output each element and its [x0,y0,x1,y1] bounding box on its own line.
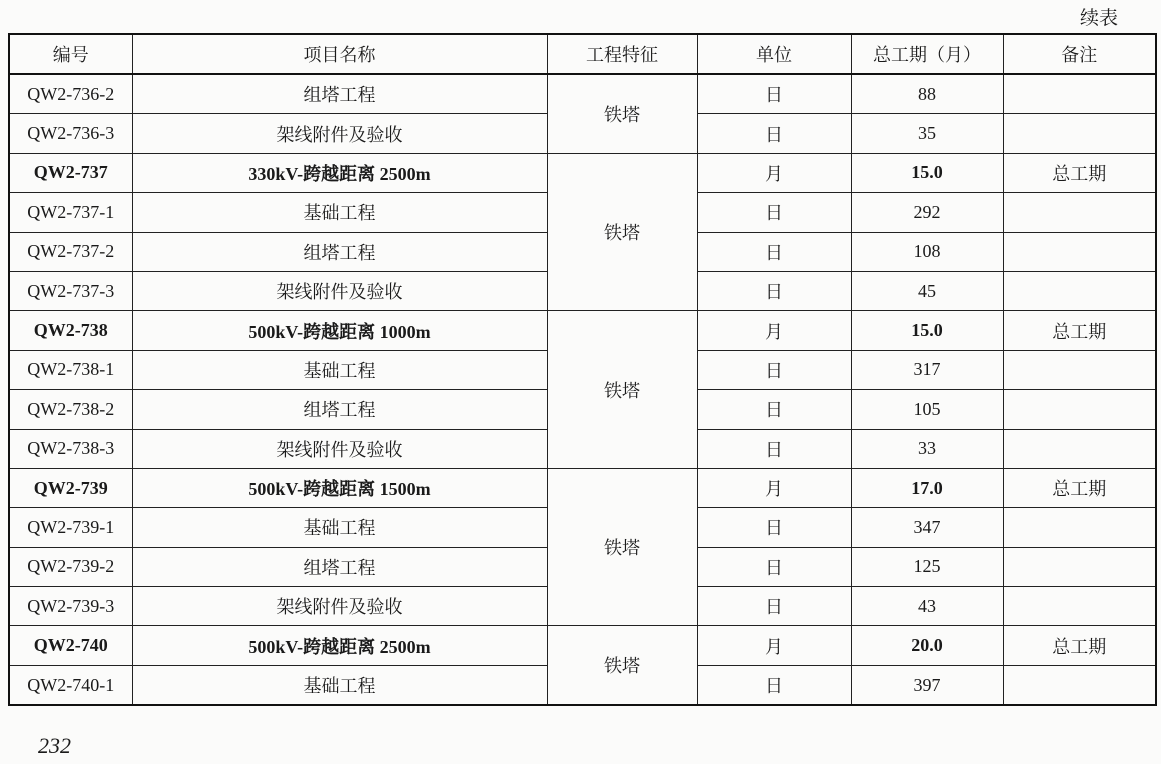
page-number: 232 [38,733,71,758]
table-header-row [9,34,1156,74]
row-name: 基础工程 [132,665,547,705]
row-unit: 月 [697,311,851,350]
row-unit: 日 [697,232,851,271]
row-unit: 日 [697,114,851,153]
row-period: 108 [851,232,1003,271]
row-code: QW2-737-2 [9,232,132,271]
row-period: 20.0 [851,626,1003,665]
row-code: QW2-737 [9,153,132,192]
row-period: 15.0 [851,153,1003,192]
row-period: 397 [851,665,1003,705]
row-code: QW2-736-2 [9,74,132,114]
table-row-total [9,153,1156,192]
row-name: 架线附件及验收 [132,114,547,153]
header-note: 备注 [1003,34,1156,74]
row-period: 35 [851,114,1003,153]
row-name: 基础工程 [132,508,547,547]
row-code: QW2-736-3 [9,114,132,153]
header-name: 项目名称 [132,34,547,74]
row-note [1003,508,1156,547]
row-unit: 日 [697,193,851,232]
header-code: 编号 [9,34,132,74]
table-row-total [9,311,1156,350]
row-code: QW2-739-1 [9,508,132,547]
row-code: QW2-738-1 [9,350,132,389]
row-note: 总工期 [1003,626,1156,665]
row-unit: 日 [697,74,851,114]
feature-group-cell: 铁塔 [547,311,697,469]
row-unit: 日 [697,508,851,547]
row-code: QW2-740-1 [9,665,132,705]
row-note [1003,271,1156,310]
row-code: QW2-738-2 [9,390,132,429]
row-name: 组塔工程 [132,547,547,586]
row-period: 88 [851,74,1003,114]
row-code: QW2-739 [9,468,132,507]
row-period: 17.0 [851,468,1003,507]
row-note [1003,665,1156,705]
row-note [1003,350,1156,389]
row-name: 架线附件及验收 [132,429,547,468]
row-period: 292 [851,193,1003,232]
row-name: 架线附件及验收 [132,587,547,626]
row-note: 总工期 [1003,153,1156,192]
row-name: 基础工程 [132,193,547,232]
row-unit: 月 [697,626,851,665]
continued-label: 续表 [1080,7,1119,29]
row-unit: 日 [697,429,851,468]
row-period: 43 [851,587,1003,626]
row-name: 组塔工程 [132,390,547,429]
row-note [1003,114,1156,153]
row-note [1003,390,1156,429]
row-code: QW2-740 [9,626,132,665]
row-name: 基础工程 [132,350,547,389]
row-name: 500kV-跨越距离 2500m [132,626,547,665]
row-period: 347 [851,508,1003,547]
row-unit: 日 [697,350,851,389]
row-note [1003,74,1156,114]
row-unit: 日 [697,390,851,429]
row-note [1003,429,1156,468]
header-feature: 工程特征 [547,34,697,74]
row-note [1003,587,1156,626]
row-unit: 日 [697,547,851,586]
row-note [1003,547,1156,586]
row-note: 总工期 [1003,311,1156,350]
row-note [1003,232,1156,271]
row-period: 125 [851,547,1003,586]
row-code: QW2-737-3 [9,271,132,310]
row-code: QW2-737-1 [9,193,132,232]
row-name: 500kV-跨越距离 1000m [132,311,547,350]
row-code: QW2-738-3 [9,429,132,468]
feature-group-cell: 铁塔 [547,468,697,626]
row-code: QW2-739-3 [9,587,132,626]
table-row [9,74,1156,114]
row-period: 105 [851,390,1003,429]
feature-group-cell: 铁塔 [547,74,697,153]
row-name: 架线附件及验收 [132,271,547,310]
row-note [1003,193,1156,232]
feature-group-cell: 铁塔 [547,626,697,705]
row-period: 33 [851,429,1003,468]
header-period: 总工期（月） [851,34,1003,74]
row-name: 组塔工程 [132,74,547,114]
row-name: 组塔工程 [132,232,547,271]
schedule-quota-table [8,33,1157,706]
feature-group-cell: 铁塔 [547,153,697,311]
row-unit: 月 [697,153,851,192]
row-period: 317 [851,350,1003,389]
row-unit: 月 [697,468,851,507]
row-name: 330kV-跨越距离 2500m [132,153,547,192]
row-code: QW2-738 [9,311,132,350]
row-name: 500kV-跨越距离 1500m [132,468,547,507]
row-unit: 日 [697,271,851,310]
row-period: 15.0 [851,311,1003,350]
row-period: 45 [851,271,1003,310]
row-note: 总工期 [1003,468,1156,507]
header-unit: 单位 [697,34,851,74]
table-row-total [9,468,1156,507]
table-row-total [9,626,1156,665]
row-code: QW2-739-2 [9,547,132,586]
row-unit: 日 [697,587,851,626]
row-unit: 日 [697,665,851,705]
